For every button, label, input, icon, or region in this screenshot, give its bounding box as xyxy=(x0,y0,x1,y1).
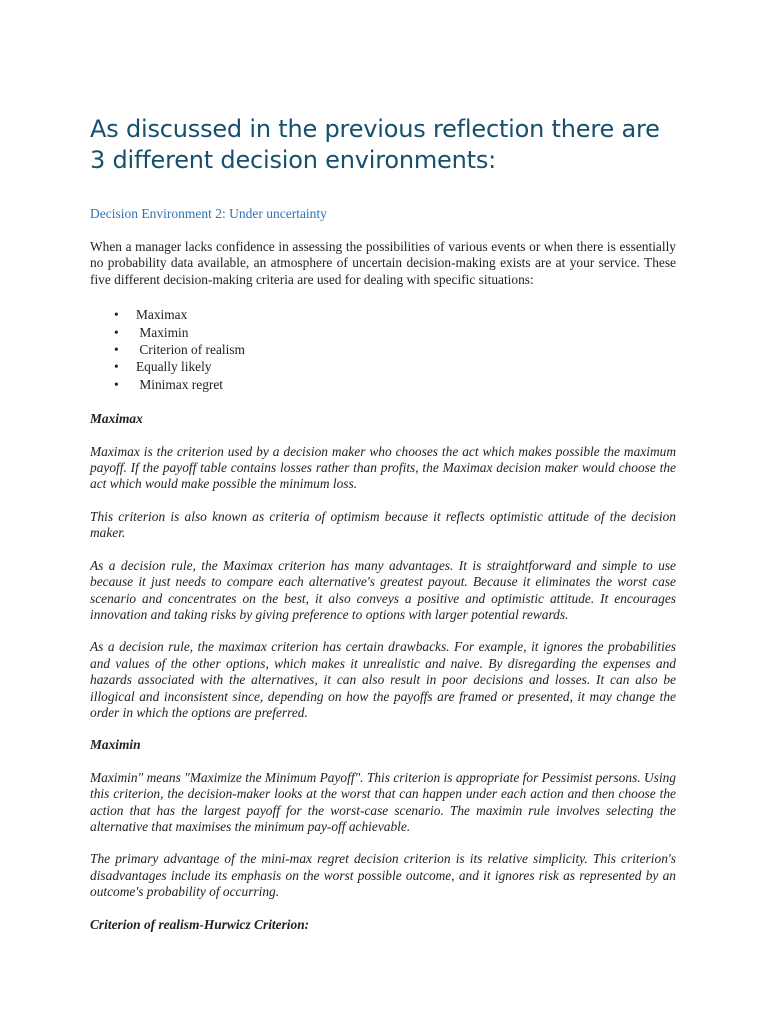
list-item: • Criterion of realism xyxy=(114,341,676,358)
maximax-paragraph-3: As a decision rule, the Maximax criterion has many advantages. It is straightforward and simple to use because it just needs to compare each alternative's greatest payout. Because it eliminates the worst case scenario and concentrates on the best, it also conveys a positive and optimistic attitude. It encourages innovation and taking risks by giving preference to options with larger potential rewards. xyxy=(90,557,676,622)
maximax-paragraph-1: Maximax is the criterion used by a decision maker who chooses the act which makes possible the maximum payoff. If the payoff table contains losses rather than profits, the Maximax decision maker would choose the act which would make possible the minimum loss. xyxy=(90,443,676,492)
intro-paragraph: When a manager lacks confidence in assessing the possibilities of various events or when there is essentially no probability data available, an atmosphere of uncertain decision-making exists are at your service. These five different decision-making criteria are used for dealing with specific situations: xyxy=(90,239,676,287)
page-title: As discussed in the previous reflection there are 3 different decision environments: xyxy=(90,115,660,174)
maximax-heading: Maximax xyxy=(90,411,143,427)
list-item: • Maximin xyxy=(114,324,676,341)
maximax-paragraph-4: As a decision rule, the maximax criterion has certain drawbacks. For example, it ignores the probabilities and values of the other options, which makes it unrealistic and naive. By disregarding the expenses and hazards associated with the alternatives, it can also result in poor decisions and losses. It can also be illogical and inconsistent since, depending on how the payoffs are framed or presented, it may change the order in which the options are preferred. xyxy=(90,639,676,720)
maximin-heading: Maximin xyxy=(90,737,141,753)
maximin-paragraph-1: Maximin" means "Maximize the Minimum Payoff". This criterion is appropriate for Pessimist persons. Using this criterion, the decision-maker looks at the worst that can happen under each action and then choose the action that has the largest payoff for the worst-case scenario. The maximin rule involves selecting the alternative that maximises the minimum pay-off achievable. xyxy=(90,769,676,834)
maximax-paragraph-2: This criterion is also known as criteria of optimism because it reflects optimistic attitude of the decision maker. xyxy=(90,508,676,541)
section-subheading: Decision Environment 2: Under uncertainty xyxy=(90,206,327,221)
maximin-paragraph-2: The primary advantage of the mini-max regret decision criterion is its relative simplicity. This criterion's disadvantages include its emphasis on the worst possible outcome, and it ignores risk as represented by an outcome's probability of occurring. xyxy=(90,851,676,900)
criteria-list xyxy=(90,306,676,393)
document-page xyxy=(90,114,676,933)
list-item: • Equally likely xyxy=(114,358,676,375)
hurwicz-heading: Criterion of realism-Hurwicz Criterion: xyxy=(90,916,310,932)
list-item: • Maximax xyxy=(114,306,676,323)
list-item: • Minimax regret xyxy=(114,376,676,393)
